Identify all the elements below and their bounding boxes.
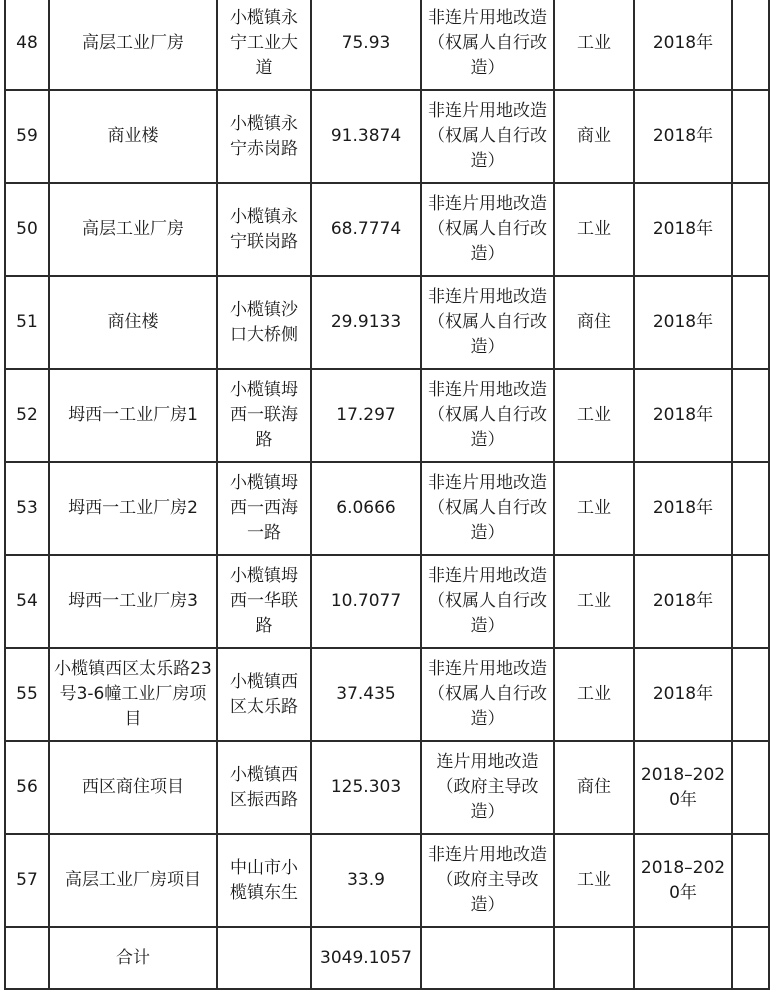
remark — [732, 648, 769, 741]
table-row — [5, 0, 769, 90]
project-area: 29.9133 — [311, 276, 421, 369]
row-number: 52 — [5, 369, 49, 462]
renewal-type: 非连片用地改造（权属人自行改造） — [421, 0, 554, 90]
project-area: 75.93 — [311, 0, 421, 90]
renewal-type: 非连片用地改造（权属人自行改造） — [421, 276, 554, 369]
project-location: 小榄镇永宁工业大道 — [217, 0, 311, 90]
row-number: 53 — [5, 462, 49, 555]
project-location: 中山市小榄镇东生 — [217, 834, 311, 927]
table-row — [5, 834, 769, 927]
table-row — [5, 90, 769, 183]
land-use: 工业 — [554, 555, 634, 648]
project-location: 小榄镇永宁赤岗路 — [217, 90, 311, 183]
project-area: 6.0666 — [311, 462, 421, 555]
project-name: 高层工业厂房项目 — [49, 834, 217, 927]
total-area: 3049.1057 — [311, 927, 421, 989]
renewal-type: 非连片用地改造 （权属人自行改造） — [421, 555, 554, 648]
remark — [732, 834, 769, 927]
table-row — [5, 276, 769, 369]
project-area: 10.7077 — [311, 555, 421, 648]
table-row — [5, 183, 769, 276]
land-use: 工业 — [554, 0, 634, 90]
row-number: 54 — [5, 555, 49, 648]
renewal-type: 非连片用地改造 （权属人自行改造） — [421, 462, 554, 555]
total-use-cell — [554, 927, 634, 989]
row-number: 50 — [5, 183, 49, 276]
remark — [732, 741, 769, 834]
total-label: 合计 — [49, 927, 217, 989]
project-location: 小榄镇沙口大桥侧 — [217, 276, 311, 369]
project-name: 商住楼 — [49, 276, 217, 369]
project-area: 33.9 — [311, 834, 421, 927]
land-use: 工业 — [554, 369, 634, 462]
renewal-year: 2018年 — [634, 0, 732, 90]
land-use: 工业 — [554, 183, 634, 276]
project-location: 小榄镇西区振西路 — [217, 741, 311, 834]
total-type-cell — [421, 927, 554, 989]
renewal-year: 2018年 — [634, 90, 732, 183]
row-number: 59 — [5, 90, 49, 183]
renewal-type: 非连片用地改造 （权属人自行改造） — [421, 183, 554, 276]
table-row — [5, 648, 769, 741]
project-area: 37.435 — [311, 648, 421, 741]
project-location: 小榄镇坶西一西海一路 — [217, 462, 311, 555]
remark — [732, 555, 769, 648]
renewal-year: 2018年 — [634, 276, 732, 369]
remark — [732, 183, 769, 276]
table-row — [5, 555, 769, 648]
renewal-type: 非连片用地改造（权属人自行改造） — [421, 648, 554, 741]
project-name: 商业楼 — [49, 90, 217, 183]
total-location-cell — [217, 927, 311, 989]
project-location: 小榄镇坶西一联海路 — [217, 369, 311, 462]
remark — [732, 369, 769, 462]
renewal-year: 2018年 — [634, 183, 732, 276]
table-row — [5, 741, 769, 834]
land-use: 工业 — [554, 648, 634, 741]
remark — [732, 276, 769, 369]
land-use: 商住 — [554, 741, 634, 834]
renewal-type: 非连片用地改造 （政府主导改造） — [421, 834, 554, 927]
renewal-type: 非连片用地改造（权属人自行改造） — [421, 90, 554, 183]
project-name: 高层工业厂房 — [49, 183, 217, 276]
project-area: 91.3874 — [311, 90, 421, 183]
total-row — [5, 927, 769, 989]
total-note-cell — [732, 927, 769, 989]
row-number: 51 — [5, 276, 49, 369]
remark — [732, 0, 769, 90]
project-area: 68.7774 — [311, 183, 421, 276]
renewal-year: 2018年 — [634, 369, 732, 462]
renewal-year: 2018年 — [634, 462, 732, 555]
table-row — [5, 462, 769, 555]
renewal-year: 2018年 — [634, 648, 732, 741]
renewal-type: 非连片用地改造 （权属人自行改造） — [421, 369, 554, 462]
land-use: 商住 — [554, 276, 634, 369]
project-name: 坶西一工业厂房2 — [49, 462, 217, 555]
renewal-type: 连片用地改造 （政府主导改造） — [421, 741, 554, 834]
land-renewal-table — [4, 0, 770, 990]
project-location: 小榄镇西区太乐路 — [217, 648, 311, 741]
project-name: 高层工业厂房 — [49, 0, 217, 90]
renewal-year: 2018年 — [634, 555, 732, 648]
project-area: 125.303 — [311, 741, 421, 834]
land-use: 工业 — [554, 834, 634, 927]
project-name: 小榄镇西区太乐路23号3-6幢工业厂房项目 — [49, 648, 217, 741]
land-use: 商业 — [554, 90, 634, 183]
row-number: 48 — [5, 0, 49, 90]
project-location: 小榄镇坶西一华联路 — [217, 555, 311, 648]
project-name: 西区商住项目 — [49, 741, 217, 834]
remark — [732, 90, 769, 183]
table-row — [5, 369, 769, 462]
project-area: 17.297 — [311, 369, 421, 462]
total-year-cell — [634, 927, 732, 989]
renewal-year: 2018–2020年 — [634, 741, 732, 834]
project-name: 坶西一工业厂房3 — [49, 555, 217, 648]
project-name: 坶西一工业厂房1 — [49, 369, 217, 462]
land-use: 工业 — [554, 462, 634, 555]
total-no-cell — [5, 927, 49, 989]
row-number: 55 — [5, 648, 49, 741]
table-body — [5, 0, 769, 989]
row-number: 57 — [5, 834, 49, 927]
renewal-year: 2018–2020年 — [634, 834, 732, 927]
project-location: 小榄镇永宁联岗路 — [217, 183, 311, 276]
remark — [732, 462, 769, 555]
row-number: 56 — [5, 741, 49, 834]
